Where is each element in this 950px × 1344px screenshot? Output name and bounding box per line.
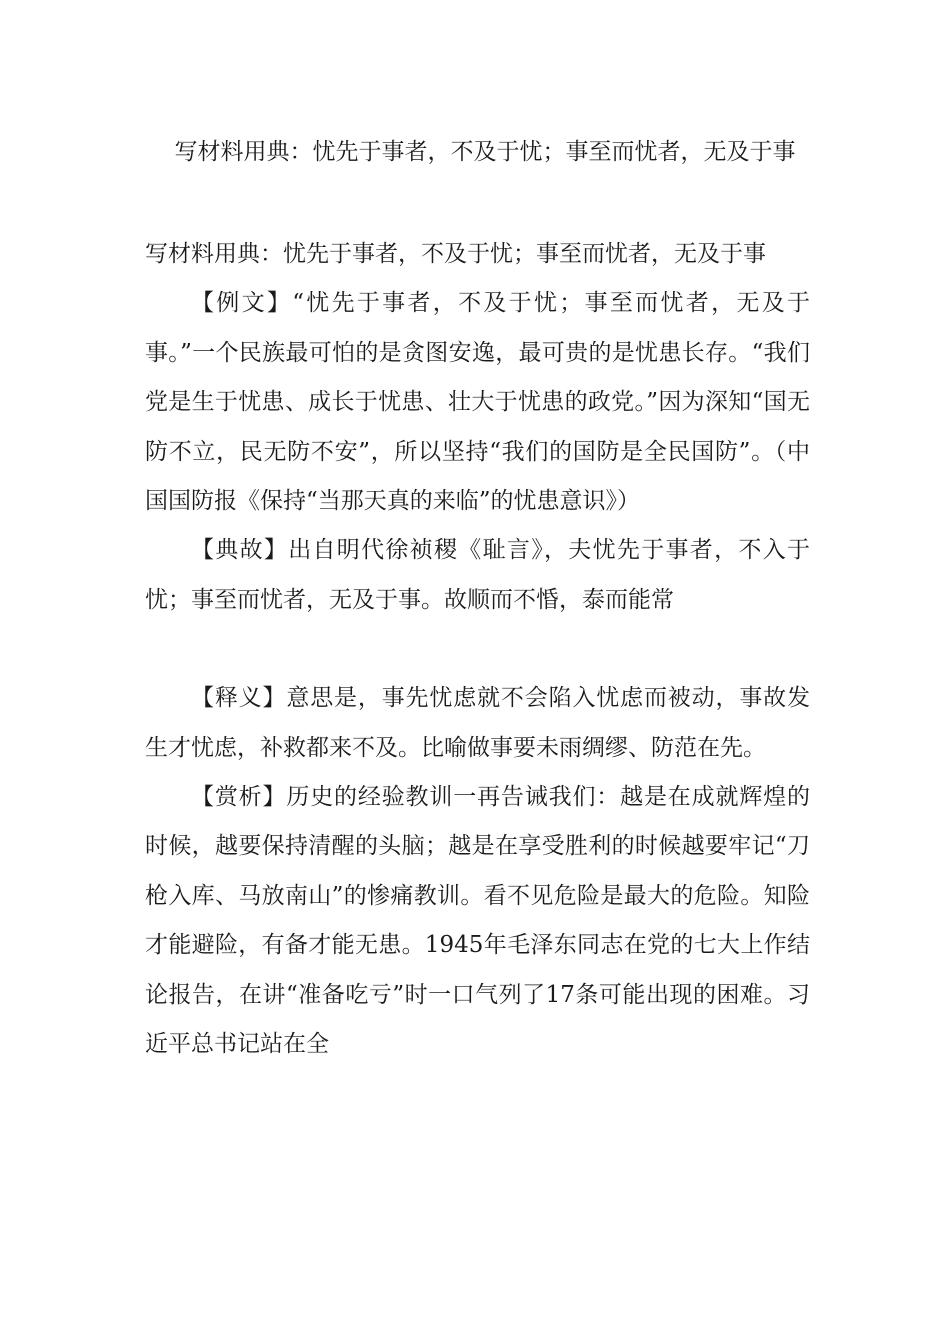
meaning-paragraph: 【释义】意思是，事先忧虑就不会陷入忧虑而被动，事故发生才忧虑，补救都来不及。比喻做事要未雨绸缪、防范在先。 (145, 685, 810, 761)
document-title: 写材料用典：忧先于事者，不及于忧；事至而忧者，无及于事 (174, 139, 796, 165)
example-paragraph: 【例文】“忧先于事者，不及于忧；事至而忧者，无及于事。”一个民族最可怕的是贪图安逸，最可贵的是忧患长存。“我们党是生于忧患、成长于忧患、壮大于忧患的政党。”因为深知“国无防不立，民无防不安”，所以坚持“我们的国防是全民国防”。（中国国防报《保持“当那天真的来临”的忧患意识》） (145, 290, 810, 515)
analysis-paragraph: 【赏析】历史的经验教训一再告诫我们：越是在成就辉煌的时候，越要保持清醒的头脑；越是在享受胜利的时候越要牢记“刀枪入库、马放南山”的惨痛教训。看不见危险是最大的危险。知险才能避险，有备才能无患。1945年毛泽东同志在党的七大上作结论报告，在讲“准备吃亏”时一口气列了17条可能出现的困难。习近平总书记站在全 (145, 784, 810, 1058)
paragraph-gap (145, 625, 810, 674)
document-body (145, 230, 810, 1070)
allusion-paragraph: 【典故】出自明代徐祯稷《耻言》，夫忧先于事者，不入于忧；事至而忧者，无及于事。故顺而不惛，泰而能常 (145, 537, 810, 613)
subtitle-paragraph: 写材料用典：忧先于事者，不及于忧；事至而忧者，无及于事 (145, 241, 766, 267)
